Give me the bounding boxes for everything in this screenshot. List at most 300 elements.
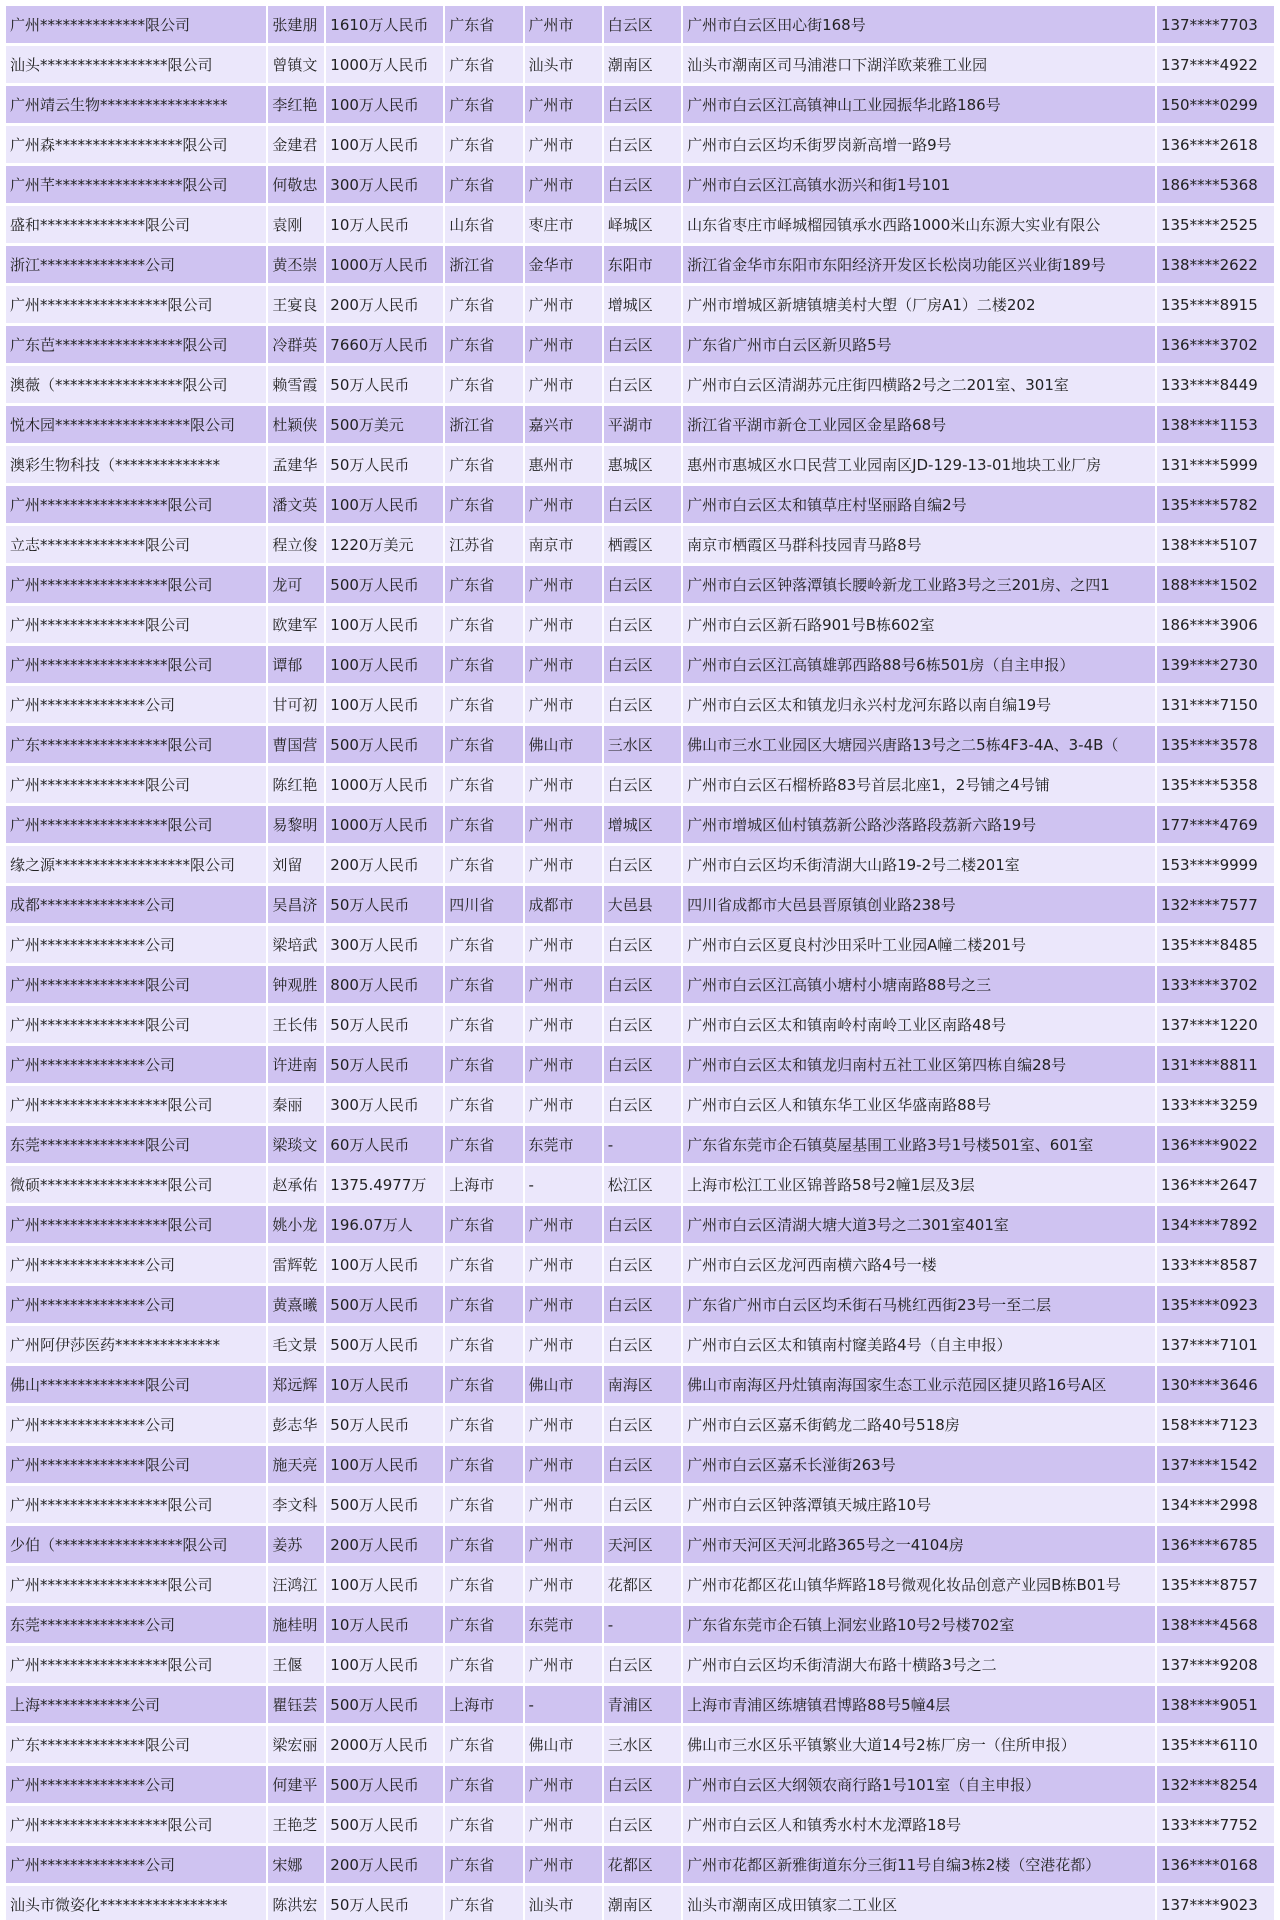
province-cell: 广东省 bbox=[445, 926, 522, 963]
phone-cell: 138****5107 bbox=[1157, 526, 1274, 563]
district-cell: 白云区 bbox=[604, 1006, 681, 1043]
phone-cell: 137****1542 bbox=[1157, 1446, 1274, 1483]
phone-cell: 153****9999 bbox=[1157, 846, 1274, 883]
phone-cell: 135****6110 bbox=[1157, 1726, 1274, 1763]
province-cell: 广东省 bbox=[445, 1286, 522, 1323]
registered-capital-cell: 500万人民币 bbox=[326, 1486, 443, 1523]
phone-cell: 131****8811 bbox=[1157, 1046, 1274, 1083]
company-name-cell: 广州阿伊莎医药************** bbox=[6, 1326, 266, 1363]
district-cell: 白云区 bbox=[604, 766, 681, 803]
district-cell: 白云区 bbox=[604, 1646, 681, 1683]
province-cell: 广东省 bbox=[445, 606, 522, 643]
address-cell: 广州市白云区江高镇水沥兴和街1号101 bbox=[683, 166, 1155, 203]
table-row bbox=[6, 526, 1274, 563]
registered-capital-cell: 500万人民币 bbox=[326, 1806, 443, 1843]
district-cell: 白云区 bbox=[604, 1766, 681, 1803]
city-cell: 成都市 bbox=[525, 886, 602, 923]
address-cell: 广州市白云区清湖苏元庄街四横路2号之二201室、301室 bbox=[683, 366, 1155, 403]
legal-representative-cell: 杜颖侠 bbox=[268, 406, 324, 443]
registered-capital-cell: 50万人民币 bbox=[326, 1046, 443, 1083]
province-cell: 广东省 bbox=[445, 1406, 522, 1443]
company-name-cell: 广州靖云生物***************** bbox=[6, 86, 266, 123]
registered-capital-cell: 60万人民币 bbox=[326, 1126, 443, 1163]
legal-representative-cell: 黄丕崇 bbox=[268, 246, 324, 283]
address-cell: 广州市白云区江高镇小塘村小塘南路88号之三 bbox=[683, 966, 1155, 1003]
table-row bbox=[6, 46, 1274, 83]
company-name-cell: 广州**************限公司 bbox=[6, 1446, 266, 1483]
district-cell: 白云区 bbox=[604, 1206, 681, 1243]
phone-cell: 131****7150 bbox=[1157, 686, 1274, 723]
company-name-cell: 广州*****************限公司 bbox=[6, 1806, 266, 1843]
legal-representative-cell: 王宴良 bbox=[268, 286, 324, 323]
phone-cell: 158****7123 bbox=[1157, 1406, 1274, 1443]
district-cell: 白云区 bbox=[604, 1806, 681, 1843]
city-cell: 东莞市 bbox=[525, 1606, 602, 1643]
city-cell: 广州市 bbox=[525, 646, 602, 683]
registered-capital-cell: 200万人民币 bbox=[326, 1526, 443, 1563]
phone-cell: 135****0923 bbox=[1157, 1286, 1274, 1323]
district-cell: - bbox=[604, 1126, 681, 1163]
table-row bbox=[6, 1006, 1274, 1043]
registered-capital-cell: 200万人民币 bbox=[326, 286, 443, 323]
registered-capital-cell: 10万人民币 bbox=[326, 206, 443, 243]
company-name-cell: 广州**************限公司 bbox=[6, 606, 266, 643]
province-cell: 广东省 bbox=[445, 1086, 522, 1123]
city-cell: 广州市 bbox=[525, 126, 602, 163]
company-name-cell: 广州*****************限公司 bbox=[6, 1086, 266, 1123]
city-cell: 枣庄市 bbox=[525, 206, 602, 243]
city-cell: 广州市 bbox=[525, 766, 602, 803]
province-cell: 广东省 bbox=[445, 86, 522, 123]
district-cell: 东阳市 bbox=[604, 246, 681, 283]
city-cell: - bbox=[525, 1686, 602, 1723]
district-cell: 白云区 bbox=[604, 1326, 681, 1363]
table-row bbox=[6, 1246, 1274, 1283]
city-cell: 广州市 bbox=[525, 606, 602, 643]
province-cell: 四川省 bbox=[445, 886, 522, 923]
table-body bbox=[6, 6, 1274, 1920]
company-name-cell: 广州*****************限公司 bbox=[6, 1486, 266, 1523]
province-cell: 广东省 bbox=[445, 1726, 522, 1763]
province-cell: 广东省 bbox=[445, 726, 522, 763]
city-cell: 广州市 bbox=[525, 1046, 602, 1083]
province-cell: 广东省 bbox=[445, 326, 522, 363]
district-cell: 潮南区 bbox=[604, 46, 681, 83]
address-cell: 佛山市三水区乐平镇繁业大道14号2栋厂房一（住所申报） bbox=[683, 1726, 1155, 1763]
legal-representative-cell: 梁培武 bbox=[268, 926, 324, 963]
registered-capital-cell: 200万人民币 bbox=[326, 846, 443, 883]
address-cell: 广州市白云区太和镇南村窿美路4号（自主申报） bbox=[683, 1326, 1155, 1363]
company-name-cell: 广州**************公司 bbox=[6, 686, 266, 723]
company-table bbox=[4, 3, 1276, 1920]
address-cell: 广州市天河区天河北路365号之一4104房 bbox=[683, 1526, 1155, 1563]
city-cell: 广州市 bbox=[525, 1806, 602, 1843]
phone-cell: 136****2618 bbox=[1157, 126, 1274, 163]
legal-representative-cell: 梁宏丽 bbox=[268, 1726, 324, 1763]
phone-cell: 137****9023 bbox=[1157, 1886, 1274, 1920]
phone-cell: 138****4568 bbox=[1157, 1606, 1274, 1643]
province-cell: 广东省 bbox=[445, 646, 522, 683]
company-name-cell: 广州森*****************限公司 bbox=[6, 126, 266, 163]
legal-representative-cell: 郑远辉 bbox=[268, 1366, 324, 1403]
district-cell: 花都区 bbox=[604, 1846, 681, 1883]
table-row bbox=[6, 1566, 1274, 1603]
registered-capital-cell: 100万人民币 bbox=[326, 126, 443, 163]
phone-cell: 136****9022 bbox=[1157, 1126, 1274, 1163]
registered-capital-cell: 50万人民币 bbox=[326, 366, 443, 403]
phone-cell: 136****0168 bbox=[1157, 1846, 1274, 1883]
province-cell: 广东省 bbox=[445, 846, 522, 883]
phone-cell: 133****8449 bbox=[1157, 366, 1274, 403]
city-cell: 佛山市 bbox=[525, 1366, 602, 1403]
address-cell: 广州市增城区新塘镇塘美村大塱（厂房A1）二楼202 bbox=[683, 286, 1155, 323]
registered-capital-cell: 10万人民币 bbox=[326, 1366, 443, 1403]
address-cell: 浙江省平湖市新仓工业园区金星路68号 bbox=[683, 406, 1155, 443]
table-row bbox=[6, 1046, 1274, 1083]
phone-cell: 133****8587 bbox=[1157, 1246, 1274, 1283]
province-cell: 上海市 bbox=[445, 1166, 522, 1203]
address-cell: 广州市白云区太和镇草庄村坚丽路自编2号 bbox=[683, 486, 1155, 523]
district-cell: 白云区 bbox=[604, 926, 681, 963]
table-row bbox=[6, 406, 1274, 443]
legal-representative-cell: 程立俊 bbox=[268, 526, 324, 563]
province-cell: 广东省 bbox=[445, 686, 522, 723]
company-name-cell: 广东*****************限公司 bbox=[6, 726, 266, 763]
city-cell: 广州市 bbox=[525, 806, 602, 843]
legal-representative-cell: 刘留 bbox=[268, 846, 324, 883]
legal-representative-cell: 潘文英 bbox=[268, 486, 324, 523]
legal-representative-cell: 吴昌济 bbox=[268, 886, 324, 923]
legal-representative-cell: 秦丽 bbox=[268, 1086, 324, 1123]
district-cell: 白云区 bbox=[604, 1246, 681, 1283]
company-name-cell: 澳彩生物科技（************** bbox=[6, 446, 266, 483]
table-row bbox=[6, 486, 1274, 523]
registered-capital-cell: 500万人民币 bbox=[326, 566, 443, 603]
table-row bbox=[6, 1166, 1274, 1203]
legal-representative-cell: 毛文景 bbox=[268, 1326, 324, 1363]
table-row bbox=[6, 686, 1274, 723]
city-cell: 汕头市 bbox=[525, 1886, 602, 1920]
table-row bbox=[6, 1526, 1274, 1563]
address-cell: 广州市白云区人和镇东华工业区华盛南路88号 bbox=[683, 1086, 1155, 1123]
province-cell: 广东省 bbox=[445, 766, 522, 803]
registered-capital-cell: 100万人民币 bbox=[326, 86, 443, 123]
legal-representative-cell: 孟建华 bbox=[268, 446, 324, 483]
company-name-cell: 少伯（*****************限公司 bbox=[6, 1526, 266, 1563]
table-row bbox=[6, 326, 1274, 363]
registered-capital-cell: 50万人民币 bbox=[326, 1006, 443, 1043]
city-cell: 广州市 bbox=[525, 1406, 602, 1443]
province-cell: 广东省 bbox=[445, 966, 522, 1003]
province-cell: 山东省 bbox=[445, 206, 522, 243]
legal-representative-cell: 何敬忠 bbox=[268, 166, 324, 203]
legal-representative-cell: 姜苏 bbox=[268, 1526, 324, 1563]
address-cell: 汕头市潮南区司马浦港口下湖洋欧莱雅工业园 bbox=[683, 46, 1155, 83]
registered-capital-cell: 500万人民币 bbox=[326, 726, 443, 763]
table-row bbox=[6, 6, 1274, 43]
district-cell: 白云区 bbox=[604, 486, 681, 523]
city-cell: 广州市 bbox=[525, 366, 602, 403]
province-cell: 浙江省 bbox=[445, 246, 522, 283]
district-cell: 天河区 bbox=[604, 1526, 681, 1563]
district-cell: 青浦区 bbox=[604, 1686, 681, 1723]
company-name-cell: 广州**************公司 bbox=[6, 1766, 266, 1803]
legal-representative-cell: 冷群英 bbox=[268, 326, 324, 363]
company-name-cell: 汕头*****************限公司 bbox=[6, 46, 266, 83]
registered-capital-cell: 300万人民币 bbox=[326, 926, 443, 963]
city-cell: 广州市 bbox=[525, 326, 602, 363]
table-row bbox=[6, 1686, 1274, 1723]
company-name-cell: 广州*****************限公司 bbox=[6, 1566, 266, 1603]
city-cell: 广州市 bbox=[525, 1246, 602, 1283]
phone-cell: 150****0299 bbox=[1157, 86, 1274, 123]
phone-cell: 132****8254 bbox=[1157, 1766, 1274, 1803]
phone-cell: 186****3906 bbox=[1157, 606, 1274, 643]
district-cell: 潮南区 bbox=[604, 1886, 681, 1920]
address-cell: 广东省广州市白云区均禾街石马桃红西街23号一至二层 bbox=[683, 1286, 1155, 1323]
company-name-cell: 广州**************公司 bbox=[6, 926, 266, 963]
address-cell: 广州市白云区龙河西南横六路4号一楼 bbox=[683, 1246, 1155, 1283]
table-row bbox=[6, 1486, 1274, 1523]
province-cell: 广东省 bbox=[445, 1606, 522, 1643]
legal-representative-cell: 谭郁 bbox=[268, 646, 324, 683]
table-row bbox=[6, 1286, 1274, 1323]
phone-cell: 138****1153 bbox=[1157, 406, 1274, 443]
phone-cell: 135****8485 bbox=[1157, 926, 1274, 963]
province-cell: 广东省 bbox=[445, 166, 522, 203]
table-row bbox=[6, 1406, 1274, 1443]
address-cell: 四川省成都市大邑县晋原镇创业路238号 bbox=[683, 886, 1155, 923]
district-cell: 白云区 bbox=[604, 1046, 681, 1083]
province-cell: 广东省 bbox=[445, 46, 522, 83]
district-cell: 大邑县 bbox=[604, 886, 681, 923]
company-name-cell: 广州**************公司 bbox=[6, 1846, 266, 1883]
table-row bbox=[6, 806, 1274, 843]
phone-cell: 138****9051 bbox=[1157, 1686, 1274, 1723]
phone-cell: 186****5368 bbox=[1157, 166, 1274, 203]
registered-capital-cell: 100万人民币 bbox=[326, 1646, 443, 1683]
registered-capital-cell: 1000万人民币 bbox=[326, 246, 443, 283]
legal-representative-cell: 龙可 bbox=[268, 566, 324, 603]
company-name-cell: 东莞**************公司 bbox=[6, 1606, 266, 1643]
legal-representative-cell: 袁刚 bbox=[268, 206, 324, 243]
city-cell: 东莞市 bbox=[525, 1126, 602, 1163]
registered-capital-cell: 800万人民币 bbox=[326, 966, 443, 1003]
legal-representative-cell: 彭志华 bbox=[268, 1406, 324, 1443]
address-cell: 广东省东莞市企石镇莫屋基围工业路3号1号楼501室、601室 bbox=[683, 1126, 1155, 1163]
company-name-cell: 广东芭*****************限公司 bbox=[6, 326, 266, 363]
phone-cell: 133****3702 bbox=[1157, 966, 1274, 1003]
legal-representative-cell: 王长伟 bbox=[268, 1006, 324, 1043]
province-cell: 广东省 bbox=[445, 1566, 522, 1603]
city-cell: 广州市 bbox=[525, 846, 602, 883]
city-cell: 佛山市 bbox=[525, 1726, 602, 1763]
legal-representative-cell: 赵承佑 bbox=[268, 1166, 324, 1203]
city-cell: 广州市 bbox=[525, 1486, 602, 1523]
registered-capital-cell: 50万人民币 bbox=[326, 446, 443, 483]
registered-capital-cell: 200万人民币 bbox=[326, 1846, 443, 1883]
registered-capital-cell: 100万人民币 bbox=[326, 1246, 443, 1283]
registered-capital-cell: 1375.4977万 bbox=[326, 1166, 443, 1203]
address-cell: 惠州市惠城区水口民营工业园南区JD-129-13-01地块工业厂房 bbox=[683, 446, 1155, 483]
registered-capital-cell: 2000万人民币 bbox=[326, 1726, 443, 1763]
legal-representative-cell: 梁琰文 bbox=[268, 1126, 324, 1163]
address-cell: 上海市松江工业区锦普路58号2幢1层及3层 bbox=[683, 1166, 1155, 1203]
table-row bbox=[6, 206, 1274, 243]
district-cell: 白云区 bbox=[604, 686, 681, 723]
district-cell: 白云区 bbox=[604, 366, 681, 403]
legal-representative-cell: 曾镇文 bbox=[268, 46, 324, 83]
address-cell: 广州市白云区夏良村沙田采叶工业园A幢二楼201号 bbox=[683, 926, 1155, 963]
registered-capital-cell: 1220万美元 bbox=[326, 526, 443, 563]
registered-capital-cell: 100万人民币 bbox=[326, 1566, 443, 1603]
district-cell: 白云区 bbox=[604, 166, 681, 203]
city-cell: 广州市 bbox=[525, 6, 602, 43]
address-cell: 广州市白云区太和镇南岭村南岭工业区南路48号 bbox=[683, 1006, 1155, 1043]
company-name-cell: 广州*****************限公司 bbox=[6, 1646, 266, 1683]
phone-cell: 134****2998 bbox=[1157, 1486, 1274, 1523]
table-row bbox=[6, 1606, 1274, 1643]
registered-capital-cell: 100万人民币 bbox=[326, 686, 443, 723]
city-cell: 广州市 bbox=[525, 1526, 602, 1563]
table-row bbox=[6, 1086, 1274, 1123]
table-row bbox=[6, 886, 1274, 923]
province-cell: 广东省 bbox=[445, 1046, 522, 1083]
phone-cell: 137****7101 bbox=[1157, 1326, 1274, 1363]
district-cell: 花都区 bbox=[604, 1566, 681, 1603]
district-cell: 增城区 bbox=[604, 806, 681, 843]
table-row bbox=[6, 966, 1274, 1003]
province-cell: 广东省 bbox=[445, 1486, 522, 1523]
address-cell: 山东省枣庄市峄城榴园镇承水西路1000米山东源大实业有限公 bbox=[683, 206, 1155, 243]
phone-cell: 137****9208 bbox=[1157, 1646, 1274, 1683]
legal-representative-cell: 施桂明 bbox=[268, 1606, 324, 1643]
table-row bbox=[6, 1206, 1274, 1243]
address-cell: 广州市白云区江高镇雄郭西路88号6栋501房（自主申报） bbox=[683, 646, 1155, 683]
legal-representative-cell: 甘可初 bbox=[268, 686, 324, 723]
table-row bbox=[6, 1846, 1274, 1883]
company-name-cell: 上海************公司 bbox=[6, 1686, 266, 1723]
district-cell: 增城区 bbox=[604, 286, 681, 323]
phone-cell: 177****4769 bbox=[1157, 806, 1274, 843]
phone-cell: 135****2525 bbox=[1157, 206, 1274, 243]
company-name-cell: 广州*****************限公司 bbox=[6, 1206, 266, 1243]
company-name-cell: 微硕*****************限公司 bbox=[6, 1166, 266, 1203]
registered-capital-cell: 100万人民币 bbox=[326, 1446, 443, 1483]
city-cell: 广州市 bbox=[525, 1766, 602, 1803]
legal-representative-cell: 钟观胜 bbox=[268, 966, 324, 1003]
company-name-cell: 广州**************限公司 bbox=[6, 966, 266, 1003]
province-cell: 广东省 bbox=[445, 366, 522, 403]
registered-capital-cell: 300万人民币 bbox=[326, 1086, 443, 1123]
city-cell: 广州市 bbox=[525, 166, 602, 203]
province-cell: 广东省 bbox=[445, 1246, 522, 1283]
city-cell: 广州市 bbox=[525, 926, 602, 963]
province-cell: 广东省 bbox=[445, 1846, 522, 1883]
phone-cell: 135****8915 bbox=[1157, 286, 1274, 323]
legal-representative-cell: 宋娜 bbox=[268, 1846, 324, 1883]
address-cell: 广州市白云区清湖大塘大道3号之二301室401室 bbox=[683, 1206, 1155, 1243]
address-cell: 广州市花都区花山镇华辉路18号微观化妆品创意产业园B栋B01号 bbox=[683, 1566, 1155, 1603]
phone-cell: 134****7892 bbox=[1157, 1206, 1274, 1243]
province-cell: 广东省 bbox=[445, 126, 522, 163]
city-cell: 嘉兴市 bbox=[525, 406, 602, 443]
address-cell: 广州市白云区太和镇龙归南村五社工业区第四栋自编28号 bbox=[683, 1046, 1155, 1083]
registered-capital-cell: 10万人民币 bbox=[326, 1606, 443, 1643]
city-cell: 广州市 bbox=[525, 1086, 602, 1123]
table-row bbox=[6, 846, 1274, 883]
registered-capital-cell: 7660万人民币 bbox=[326, 326, 443, 363]
company-name-cell: 悦木园******************限公司 bbox=[6, 406, 266, 443]
registered-capital-cell: 500万人民币 bbox=[326, 1286, 443, 1323]
registered-capital-cell: 300万人民币 bbox=[326, 166, 443, 203]
city-cell: 广州市 bbox=[525, 966, 602, 1003]
province-cell: 广东省 bbox=[445, 566, 522, 603]
province-cell: 广东省 bbox=[445, 1366, 522, 1403]
legal-representative-cell: 雷辉乾 bbox=[268, 1246, 324, 1283]
table-row bbox=[6, 1886, 1274, 1920]
table-row bbox=[6, 606, 1274, 643]
phone-cell: 132****7577 bbox=[1157, 886, 1274, 923]
province-cell: 浙江省 bbox=[445, 406, 522, 443]
company-name-cell: 东莞**************限公司 bbox=[6, 1126, 266, 1163]
phone-cell: 136****3702 bbox=[1157, 326, 1274, 363]
address-cell: 广东省东莞市企石镇上洞宏业路10号2号楼702室 bbox=[683, 1606, 1155, 1643]
phone-cell: 136****6785 bbox=[1157, 1526, 1274, 1563]
district-cell: 白云区 bbox=[604, 1286, 681, 1323]
province-cell: 广东省 bbox=[445, 1126, 522, 1163]
phone-cell: 135****5782 bbox=[1157, 486, 1274, 523]
address-cell: 广州市白云区人和镇秀水村木龙潭路18号 bbox=[683, 1806, 1155, 1843]
city-cell: 广州市 bbox=[525, 566, 602, 603]
table-row bbox=[6, 286, 1274, 323]
address-cell: 浙江省金华市东阳市东阳经济开发区长松岗功能区兴业街189号 bbox=[683, 246, 1155, 283]
phone-cell: 138****2622 bbox=[1157, 246, 1274, 283]
legal-representative-cell: 易黎明 bbox=[268, 806, 324, 843]
city-cell: 广州市 bbox=[525, 686, 602, 723]
registered-capital-cell: 196.07万人 bbox=[326, 1206, 443, 1243]
company-name-cell: 佛山**************限公司 bbox=[6, 1366, 266, 1403]
registered-capital-cell: 500万人民币 bbox=[326, 1686, 443, 1723]
phone-cell: 135****3578 bbox=[1157, 726, 1274, 763]
province-cell: 广东省 bbox=[445, 1526, 522, 1563]
district-cell: 峄城区 bbox=[604, 206, 681, 243]
city-cell: 汕头市 bbox=[525, 46, 602, 83]
company-name-cell: 广州*****************限公司 bbox=[6, 646, 266, 683]
registered-capital-cell: 1000万人民币 bbox=[326, 46, 443, 83]
company-name-cell: 广州**************限公司 bbox=[6, 1006, 266, 1043]
company-name-cell: 汕头市微姿化***************** bbox=[6, 1886, 266, 1920]
district-cell: 白云区 bbox=[604, 1086, 681, 1123]
legal-representative-cell: 黄熹曦 bbox=[268, 1286, 324, 1323]
district-cell: 三水区 bbox=[604, 1726, 681, 1763]
table-row bbox=[6, 86, 1274, 123]
district-cell: 惠城区 bbox=[604, 446, 681, 483]
phone-cell: 133****7752 bbox=[1157, 1806, 1274, 1843]
company-name-cell: 广州**************公司 bbox=[6, 1046, 266, 1083]
table-row bbox=[6, 446, 1274, 483]
address-cell: 广州市白云区均禾街清湖大山路19-2号二楼201室 bbox=[683, 846, 1155, 883]
district-cell: 白云区 bbox=[604, 566, 681, 603]
district-cell: 三水区 bbox=[604, 726, 681, 763]
district-cell: 白云区 bbox=[604, 126, 681, 163]
city-cell: 广州市 bbox=[525, 1286, 602, 1323]
legal-representative-cell: 许进南 bbox=[268, 1046, 324, 1083]
address-cell: 广东省广州市白云区新贝路5号 bbox=[683, 326, 1155, 363]
legal-representative-cell: 金建君 bbox=[268, 126, 324, 163]
table-row bbox=[6, 646, 1274, 683]
district-cell: 白云区 bbox=[604, 606, 681, 643]
